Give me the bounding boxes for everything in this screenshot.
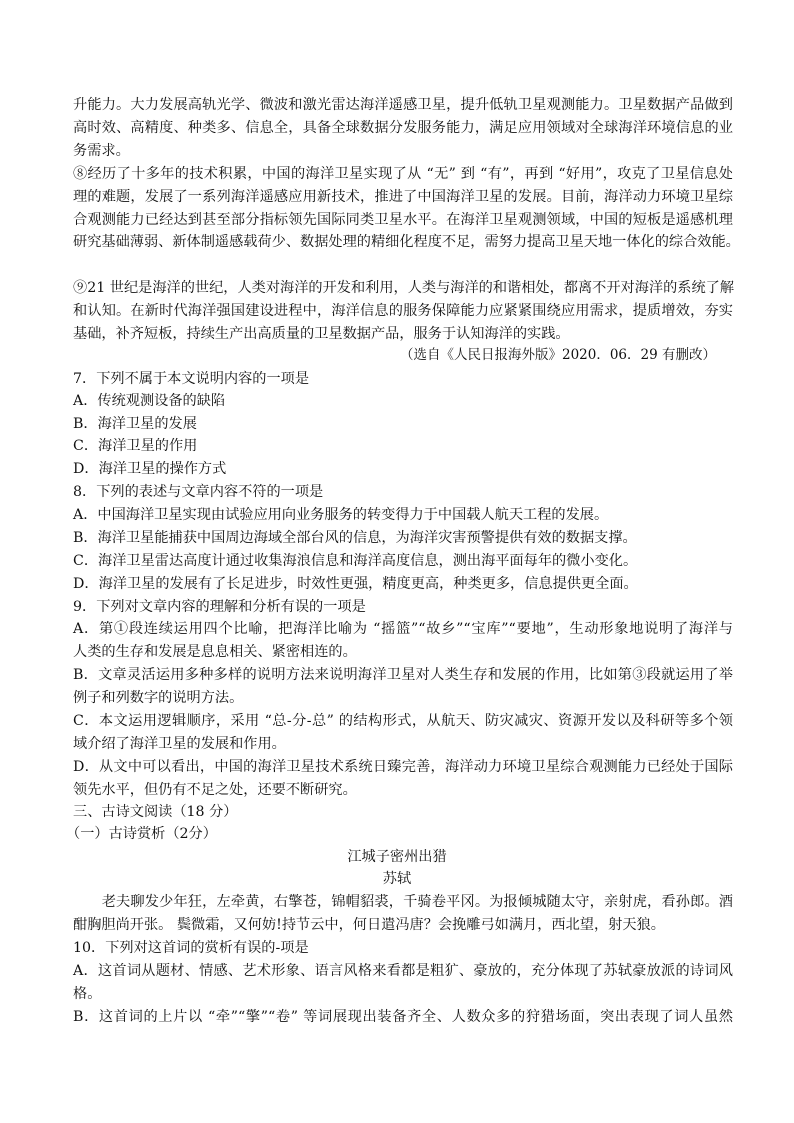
para9-line-2: 和认知。在新时代海洋强国建设进程中，海洋信息的服务保障能力应紧紧围绕应用需求，提质增效，夯实	[73, 303, 733, 319]
q10-option-a-line-2: 格。	[73, 986, 102, 1002]
q7-option-b: B．海洋卫星的发展	[73, 416, 197, 432]
q8-option-b: B．海洋卫星能捕获中国周边海域全部台风的信息，为海洋灾害预警提供有效的数据支撑。	[73, 530, 637, 546]
para8-line-1: ⑧经历了十多年的技术积累，中国的海洋卫星实现了从 “无” 到 “有”，再到 “好用”，攻克了卫星信息处	[73, 166, 733, 182]
para8-line-2: 理的难题，发展了一系列海洋遥感应用新技术，推进了中国海洋卫星的发展。目前，海洋动力环境卫星综	[73, 189, 733, 205]
para7-line-2: 高时效、高精度、种类多、信息全，具备全球数据分发服务能力，满足应用领域对全球海洋环境信息的业	[73, 120, 733, 136]
para8-line-4: 研究基础薄弱、新体制遥感载荷少、数据处理的精细化程度不足，需努力提高卫星天地一体化的综合效能。	[73, 234, 740, 250]
q7-option-c: C．海洋卫星的作用	[73, 438, 198, 454]
poem-line-2: 酣胸胆尚开张。 鬓微霜，又何妨!持节云中，何日遣冯唐？会挽雕弓如满月，西北望，射天狼。	[73, 917, 665, 933]
q7-stem: 7．下列不属于本文说明内容的一项是	[73, 371, 310, 387]
para8-line-3: 合观测能力已经达到甚至部分指标领先国际同类卫星水平。在海洋卫星观测领域，中国的短板是遥感机理	[73, 212, 733, 228]
q7-option-a: A．传统观测设备的缺陷	[73, 393, 226, 409]
para9-line-3: 基础，补齐短板，持续生产出高质量的卫星数据产品，服务于认知海洋的实践。	[73, 326, 570, 342]
q7-option-d: D．海洋卫星的操作方式	[73, 461, 227, 477]
q9-option-d-line-1: D．从文中可以看出，中国的海洋卫星技术系统日臻完善，海洋动力环境卫星综合观测能力已经处于国际	[73, 759, 733, 775]
q8-option-a: A．中国海洋卫星实现由试验应用向业务服务的转变得力于中国载人航天工程的发展。	[73, 507, 609, 523]
q9-stem: 9．下列对文章内容的理解和分析有误的一项是	[73, 599, 366, 615]
article-source: （选自《人民日报海外版》2020．06．29 有删改）	[399, 347, 716, 363]
q8-option-d: D．海洋卫星的发展有了长足进步，时效性更强，精度更高，种类更多，信息提供更全面。	[73, 576, 638, 592]
q10-option-a-line-1: A．这首词从题材、情感、艺术形象、语言风格来看都是粗犷、豪放的，充分体现了苏轼豪放派的诗词风	[73, 963, 733, 979]
q9-option-c-line-2: 域介绍了海洋卫星的发展和作用。	[73, 736, 286, 752]
q9-option-c-line-1: C．本文运用逻辑顺序，采用 “总-分-总” 的结构形式，从航天、防灾减灾、资源开发以及科研等多个领	[73, 713, 733, 729]
para9-line-1: ⑨21 世纪是海洋的世纪，人类对海洋的开发和利用，人类与海洋的和谐相处，都离不开对海洋的系统了解	[73, 280, 735, 296]
q9-option-a-line-1: A．第①段连续运用四个比喻，把海洋比喻为 “摇篮”“故乡”“宝库”“要地”，生动形象地说明了海洋与	[73, 621, 733, 637]
q10-stem: 10．下列对这首词的赏析有误的-项是	[73, 940, 309, 956]
para7-line-3: 务需求。	[73, 143, 130, 159]
poem-author: 苏轼	[382, 871, 412, 887]
q8-option-c: C．海洋卫星雷达高度计通过收集海浪信息和海洋高度信息，测出海平面每年的微小变化。	[73, 553, 638, 569]
q9-option-d-line-2: 领先水平，但仍有不足之处，还要不断研究。	[73, 782, 357, 798]
section3-heading: 三、古诗文阅读（18 分）	[73, 804, 238, 820]
q9-option-b-line-1: B．文章灵活运用多种多样的说明方法来说明海洋卫星对人类生存和发展的作用，比如第③段就运用了举	[73, 667, 733, 683]
poem-title: 江城子密州出猎	[347, 849, 447, 865]
q8-stem: 8．下列的表述与文章内容不符的一项是	[73, 484, 324, 500]
q10-option-b-line-1: B．这首词的上片以 “牵”“擎”“卷” 等词展现出装备齐全、人数众多的狩猎场面，突出表现了词人虽然	[73, 1009, 733, 1025]
section3-sub1: （一）古诗赏析（2分）	[66, 826, 217, 842]
q9-option-b-line-2: 例子和列数字的说明方法。	[73, 690, 244, 706]
q9-option-a-line-2: 人类的生存和发展是息息相关、紧密相连的。	[73, 644, 357, 660]
para7-line-1: 升能力。大力发展高轨光学、微波和激光雷达海洋遥感卫星，提升低轨卫星观测能力。卫星数据产品做到	[73, 97, 733, 113]
poem-line-1: 老夫聊发少年狂，左牵黄，右擎苍，锦帽貂裘，千骑卷平冈。为报倾城随太守，亲射虎，看孙郎。酒	[73, 894, 733, 910]
